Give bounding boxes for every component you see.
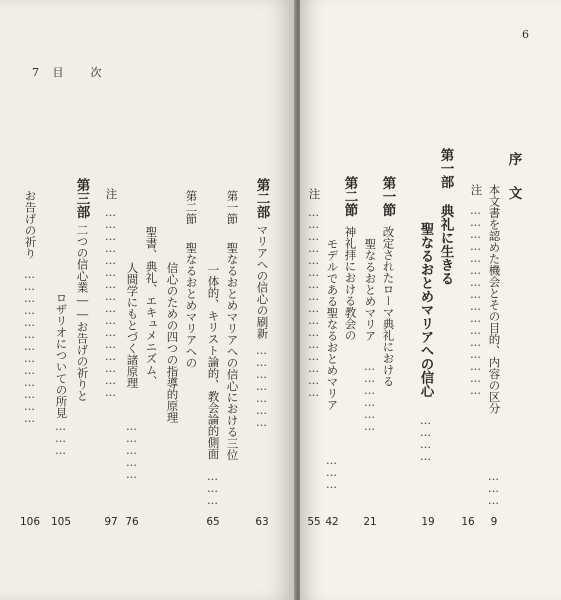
toc-section: 注 [104,188,119,200]
toc-title: 人間学にもとづく諸原理 [125,262,140,389]
toc-entry [124,0,140,600]
toc-title: 聖なるおとめマリア [363,238,378,342]
toc-title: 文 [505,186,522,200]
toc-title: 聖なるおとめマリアへの信心 [417,222,434,398]
toc-leader: ……… [206,470,219,506]
toc-title: 改定されたローマ典礼における [381,226,396,387]
toc-entry [324,0,340,600]
toc-leader: ………………… [255,344,268,428]
toc-section: 第一節 [379,176,396,217]
toc-title: ロザリオについての所見 [54,292,69,419]
toc-entry [74,0,90,600]
toc-entry [486,0,502,600]
toc-section: 第二節 [184,190,199,225]
toc-section: 第一節 [225,190,240,225]
toc-leader: ……… [487,470,500,506]
toc-page-number: 16 [461,516,475,528]
toc-leader: ……………… [363,360,376,432]
toc-section: 第二節 [341,176,358,217]
toc-entry [22,0,38,600]
toc-entry [306,0,322,600]
toc-leader: ………… [419,414,432,462]
toc-title: 聖なるおとめマリアへの [184,242,199,369]
toc-entry [143,0,159,600]
right-page-number: 6 [522,28,529,41]
toc-page-number: 9 [490,516,498,528]
toc-title: 聖なるおとめマリアへの信心における三位 [225,242,240,461]
toc-leader: ………………………………………… [104,206,117,398]
toc-title: 聖書、典礼、エキュメニズム、 [144,226,159,387]
toc-entry [205,0,221,600]
toc-page-number: 105 [50,516,72,528]
toc-entry [362,0,378,600]
toc-entry [254,0,270,600]
toc-entry [164,0,180,600]
toc-entry [506,0,522,600]
toc-title: 典礼に生きる [437,204,454,285]
toc-entry [53,0,69,600]
toc-leader: ………………………………………… [307,206,320,398]
toc-page-number: 97 [104,516,118,528]
toc-page-number: 63 [255,516,269,528]
toc-title: マリアへの信心の刷新 [255,224,270,339]
toc-section: 第一部 [437,148,454,189]
toc-title: お告げの祈り [23,190,38,259]
toc-section: 第二部 [253,178,270,219]
toc-entry [468,0,484,600]
toc-section: 注 [469,184,484,196]
toc-leader: ……… [54,420,67,456]
toc-entry [380,0,396,600]
toc-page-number: 19 [421,516,435,528]
toc-title: 神礼拝における教会の [343,226,358,341]
toc-entry [342,0,358,600]
toc-entry [438,0,454,600]
toc-title: 二つの信心業――お告げの祈りと [75,224,90,402]
toc-section: 序 [505,152,522,166]
toc-leader: ……… [325,454,338,490]
toc-page-number: 21 [363,516,377,528]
contents-title: 目 次 [52,66,110,79]
toc-page-number: 76 [125,516,139,528]
toc-section: 第三部 [73,178,90,219]
toc-leader: ………………………………………… [469,204,482,396]
toc-page-number: 42 [325,516,339,528]
toc-page-number: 65 [206,516,220,528]
toc-entry [103,0,119,600]
toc-section: 注 [307,188,322,200]
toc-title: モデルである聖なるおとめマリア [325,238,340,411]
left-page-number: 7 [32,66,39,79]
toc-title: 一体的、キリスト論的、教会論的側面 [206,264,221,460]
toc-page-number: 106 [19,516,41,528]
right-page [300,0,561,600]
toc-entry [224,0,240,600]
toc-leader: …………… [125,420,138,480]
toc-page-number: 55 [307,516,321,528]
toc-entry [183,0,199,600]
toc-entry [418,0,434,600]
toc-title: 信心のための四つの指導的原理 [165,262,180,423]
toc-title: 本文書を認めた機会とその目的、内容の区分 [487,184,502,414]
left-page-header [32,64,110,80]
toc-leader: ………………………………… [23,268,36,424]
